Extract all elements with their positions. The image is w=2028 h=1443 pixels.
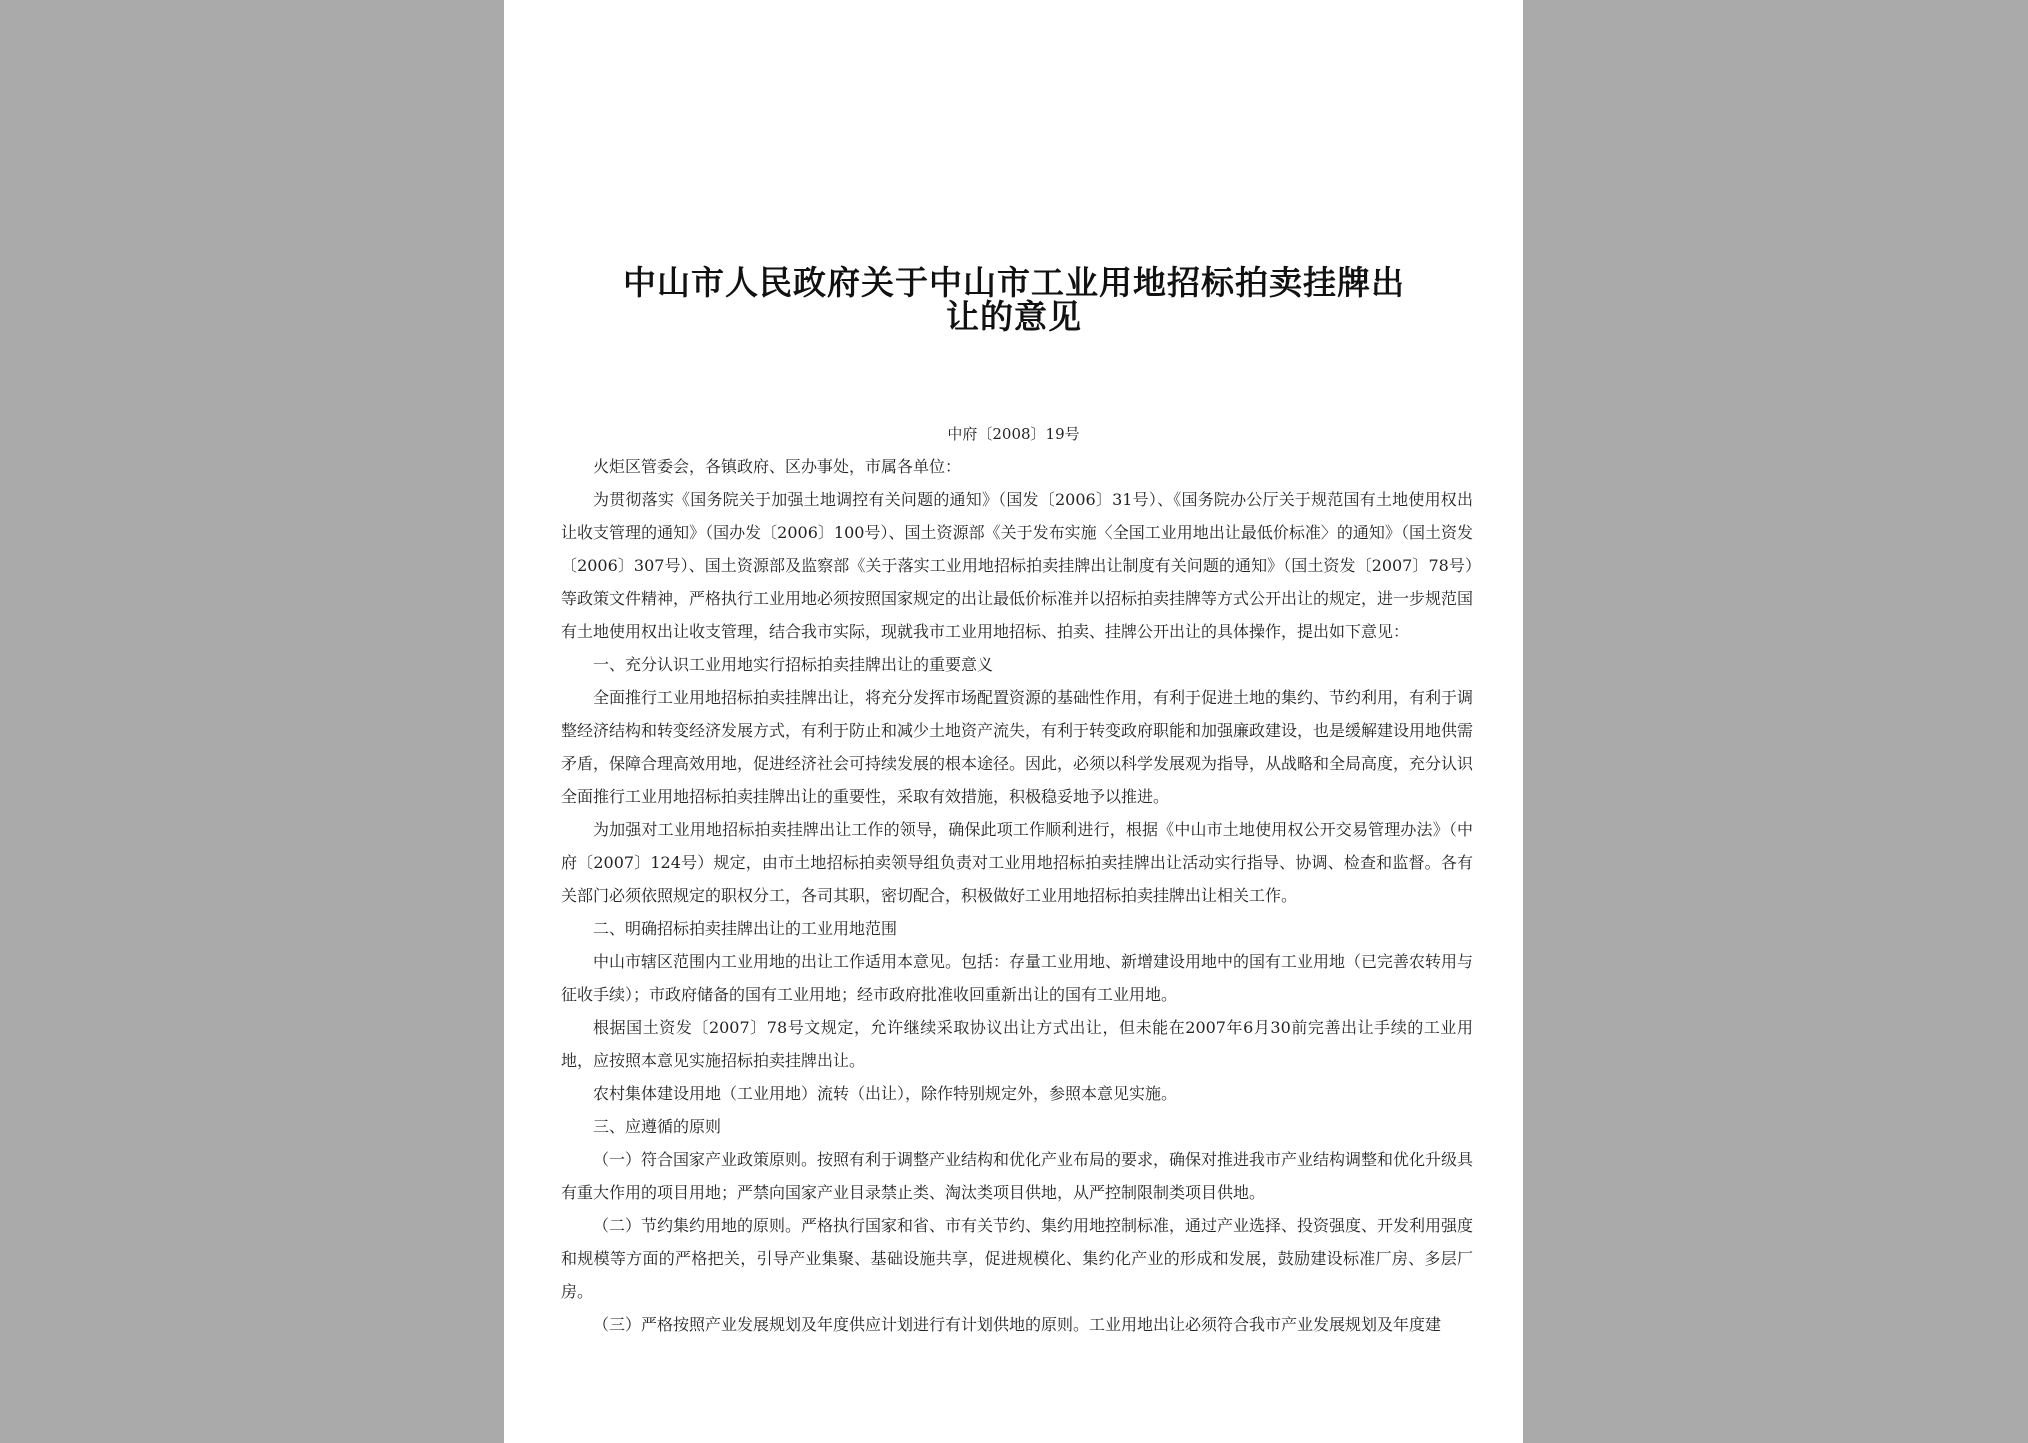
- title-line-2: 让的意见: [946, 297, 1082, 336]
- document-page: [504, 0, 1523, 1443]
- section-heading: 三、应遵循的原则: [593, 1117, 722, 1136]
- paragraph: 农村集体建设用地（工业用地）流转（出让），除作特别规定外，参照本意见实施。: [593, 1084, 1178, 1103]
- document-title: [584, 263, 1444, 336]
- paragraph: 全面推行工业用地招标拍卖挂牌出让，将充分发挥市场配置资源的基础性作用，有利于促进土地的集约、节约利用，有利于调整经济结构和转变经济发展方式，有利于防止和减少土地资产流失，有利于转变政府职能和加强廉政建设，也是缓解建设用地供需矛盾，保障合理高效用地，促进经济社会可持续发展的根本途径。因此，必须以科学发展观为指导，从战略和全局高度，充分认识全面推行工业用地招标拍卖挂牌出让的重要性，采取有效措施，积极稳妥地予以推进。: [561, 688, 1474, 806]
- paragraph: 根据国土资发〔2007〕78号文规定，允许继续采取协议出让方式出让，但未能在2007年6月30前完善出让手续的工业用地，应按照本意见实施招标拍卖挂牌出让。: [561, 1018, 1473, 1070]
- paragraph: （二）节约集约用地的原则。严格执行国家和省、市有关节约、集约用地控制标准，通过产业选择、投资强度、开发利用强度和规模等方面的严格把关，引导产业集聚、基础设施共享，促进规模化、集约化产业的形成和发展，鼓励建设标准厂房、多层厂房。: [561, 1216, 1474, 1301]
- paragraph: 中山市辖区范围内工业用地的出让工作适用本意见。包括：存量工业用地、新增建设用地中的国有工业用地（已完善农转用与征收手续）；市政府储备的国有工业用地；经市政府批准收回重新出让的国有工业用地。: [561, 952, 1474, 1004]
- paragraph: 为贯彻落实《国务院关于加强土地调控有关问题的通知》（国发〔2006〕31号）、《国务院办公厅关于规范国有土地使用权出让收支管理的通知》（国办发〔2006〕100号）、国土资源部《关于发布实施〈全国工业用地出让最低价标准〉的通知》（国土资发〔2006〕307号）、国土资源部及监察部《关于落实工业用地招标拍卖挂牌出让制度有关问题的通知》（国土资发〔2007〕78号）等政策文件精神，严格执行工业用地必须按照国家规定的出让最低价标准并以招标拍卖挂牌等方式公开出让的规定，进一步规范国有土地使用权出让收支管理，结合我市实际，现就我市工业用地招标、拍卖、挂牌公开出让的具体操作，提出如下意见：: [561, 490, 1474, 641]
- document-body: [561, 450, 1473, 1341]
- salutation: 火炬区管委会，各镇政府、区办事处，市属各单位：: [593, 457, 962, 476]
- paragraph: （一）符合国家产业政策原则。按照有利于调整产业结构和优化产业布局的要求，确保对推进我市产业结构调整和优化升级具有重大作用的项目用地；严禁向国家产业目录禁止类、淘汰类项目供地，从严控制限制类项目供地。: [561, 1150, 1474, 1202]
- paragraph: （三）严格按照产业发展规划及年度供应计划进行有计划供地的原则。工业用地出让必须符合我市产业发展规划及年度建: [593, 1315, 1442, 1334]
- paragraph: 为加强对工业用地招标拍卖挂牌出让工作的领导，确保此项工作顺利进行，根据《中山市土地使用权公开交易管理办法》（中府〔2007〕124号）规定，由市土地招标拍卖领导组负责对工业用地招标拍卖挂牌出让活动实行指导、协调、检查和监督。各有关部门必须依照规定的职权分工，各司其职，密切配合，积极做好工业用地招标拍卖挂牌出让相关工作。: [561, 820, 1473, 905]
- title-line-1: 中山市人民政府关于中山市工业用地招标拍卖挂牌出: [623, 263, 1405, 302]
- document-number: 中府〔2008〕19号: [947, 425, 1080, 443]
- section-heading: 二、明确招标拍卖挂牌出让的工业用地范围: [593, 919, 898, 938]
- section-heading: 一、充分认识工业用地实行招标拍卖挂牌出让的重要意义: [593, 655, 994, 674]
